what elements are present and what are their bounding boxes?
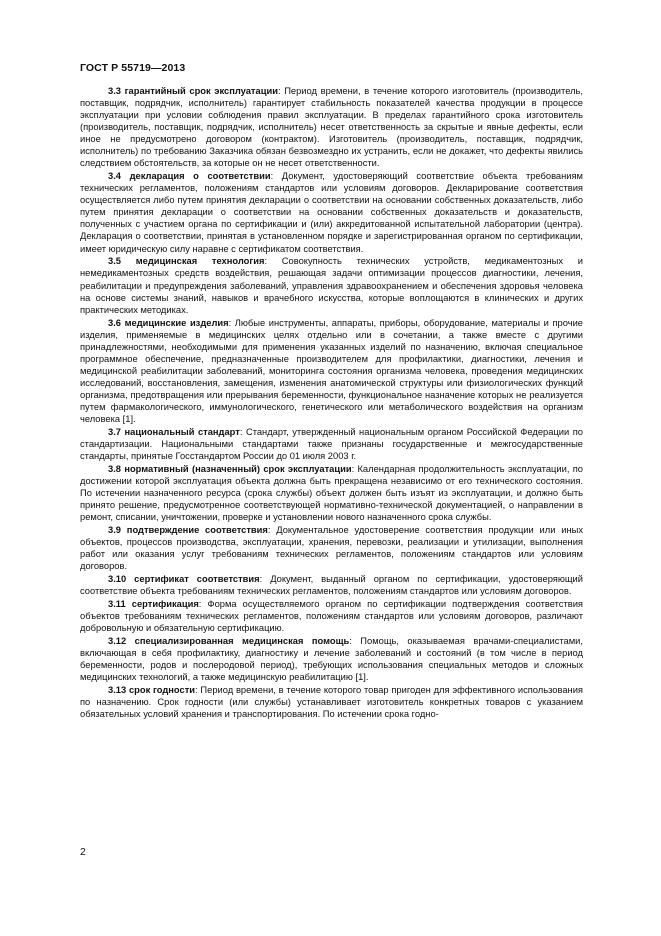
definition-text: : Совокупность технических устройств, медикаментозных и немедикаментозных средств воздействия, решающая задачи оптимизации процессов диагностики, лечения, реабилитации и предупреждения заболеваний, управления здравоохранением и обеспечения здоровья человека на основе системы знаний, навыков и врачебного искусства, которые воплощаются в клинических и других практических методиках. [80,256,583,315]
definition-3-4 [80,170,583,254]
page-number: 2 [80,846,86,858]
definition-term [108,427,240,437]
definition-number: 3.13 [108,685,127,696]
definition-term-text: подтверждение соответствия [126,525,268,536]
definition-3-12 [80,635,583,683]
definition-term [108,685,195,695]
definition-term [108,636,349,646]
definition-text: : Любые инструменты, аппараты, приборы, оборудование, материалы и прочие изделия, применяемые в медицинских целях отдельно или в сочетании, а также вместе с другими принадлежностями, необходимыми для применения указанных изделий по назначению, включая специальное программное обеспечение, предназначенные производителем для профилактики, диагностики, лечения и медицинской реабилитации заболеваний, мониторинга состояния организма человека, проведения медицинских исследований, восстановления, замещения, изменения анатомической структуры или физиологических функций организма, предотвращения или прерывания беременности, функциональное назначение которых не реализуется путем фармакологического, иммунологического, генетического или метаболического воздействия на организм человека [1]. [80,317,583,424]
document-header: ГОСТ Р 55719—2013 [80,62,186,74]
definition-term-text: декларация о соответствии [129,171,271,182]
definition-3-9 [80,524,583,572]
definition-term-text: нормативный (назначенный) срок эксплуатации [124,463,352,474]
definition-text: : Форма осуществляемого органом по сертификации подтверждения соответствия объектов требованиям технических регламентов, положениям стандартов или условиям договоров, различают добровольную и обязательную сертификацию. [80,599,583,634]
definition-term-text: специализированная медицинская помощь [134,636,350,647]
definition-3-5 [80,255,583,315]
definition-term-text: сертификат соответствия [134,574,260,585]
definition-term-text: гарантийный срок эксплуатации [124,86,278,96]
definition-number: 3.8 [108,463,121,474]
definition-text: : Стандарт, утвержденный национальным органом Российской Федерации по стандартизации. Национальными стандартами также признаны государственные и межгосударственные стандарты, принятые Госстандартом России до 01 июля 2003 г. [80,426,583,461]
definition-3-8 [80,463,583,523]
definition-term [108,171,271,181]
definition-number: 3.7 [108,426,121,437]
definition-3-3 [80,85,583,169]
definition-term [108,318,229,328]
definition-text: : Документ, удостоверяющий соответствие объекта требованиям технических регламентов, положениям стандартов или условиям договоров. Декларирование соответствия осуществляется либо путем принятия декларации о соответствии на основании собственных доказательств, либо путем принятия декларации о соответствии на основании собственных доказательств и доказательств, полученных с участием органа по сертификации и (или) аккредитованной испытательной лаборатории (центра). Декларация о соответствии, принятая в установленном порядке и зарегистрированная органом по сертификации, имеет юридическую силу наравне с сертификатом соответствия. [80,171,583,254]
definition-term [108,574,260,584]
definition-3-7 [80,426,583,462]
definition-number: 3.5 [108,256,121,267]
definition-term [108,256,264,266]
definition-term [108,525,268,535]
definition-term-text: срок годности [128,685,196,696]
definition-text: : Помощь, оказываемая врачами-специалистами, включающая в себя профилактику, диагностику и лечение заболеваний и состояний (в том числе в период беременности, родов и послеродовой период), требующих использования специальных методов и сложных медицинских технологий, а также медицинскую реабилитацию [1]. [80,636,583,683]
definition-number: 3.6 [108,317,121,328]
definition-text: : Документ, выданный органом по сертификации, удостоверяющий соответствие объекта требованиям технических регламентов, положениям стандартов или условиям договоров. [80,574,583,597]
definition-term-text: медицинские изделия [124,317,229,328]
definition-3-10 [80,573,583,597]
definition-text: : Период времени, в течение которого изготовитель (производитель, поставщик, подрядчик, исполнитель) гарантирует стабильность показателей качества продукции в процессе эксплуатации при условии соблюдения правил эксплуатации. В пределах гарантийного срока изготовитель (производитель, поставщик, подрядчик, исполнитель) несет ответственность за скрытые и явные дефекты, если иное не предусмотрено договором (контрактом). Изготовитель (производитель, поставщик, подрядчик, исполнитель) по требованию Заказчика обязан безвозмездно их устранить, если не докажет, что дефекты явились следствием обстоятельств, за которые он не несет ответственности. [80,86,583,169]
definition-term-text: национальный стандарт [124,426,240,437]
definition-text: : Период времени, в течение которого товар пригоден для эффективного использования по назначению. Срок годности (или службы) устанавливает изготовитель конкретных товаров с указанием обязательных условий хранения и транспортирования. По истечении срока годно- [80,685,583,720]
definition-3-13 [80,684,583,720]
document-body [80,85,583,721]
definition-number: 3.12 [108,636,127,647]
definition-term-text: медицинская технология [135,256,265,267]
definition-number: 3.9 [108,525,121,536]
definition-term [108,464,352,474]
definition-number: 3.11 [108,599,126,610]
definition-term [108,86,278,96]
definition-number: 3.4 [108,171,121,182]
definition-term [108,599,199,609]
definition-term-text: сертификация [131,599,199,610]
definition-number: 3.10 [108,574,127,585]
definition-3-11 [80,598,583,634]
definition-text: : Календарная продолжительность эксплуатации, по достижении которой эксплуатация объекта должна быть прекращена независимо от его технического состояния. По истечении назначенного ресурса (срока службы) объект должен быть изъят из эксплуатации, и должно быть принято решение, предусмотренное соответствующей нормативно-технической документацией, о направлении в ремонт, списании, уничтожении, проверке и установлении нового назначенного срока службы. [80,463,583,523]
definition-3-6 [80,317,583,425]
definition-text: : Документальное удостоверение соответствия продукции или иных объектов, процессов производства, эксплуатации, хранения, перевозки, реализации и утилизации, выполнения работ или оказания услуг требованиям технических регламентов, положениям стандартов или условиям договоров. [80,525,583,572]
definition-number: 3.3 [108,86,121,96]
